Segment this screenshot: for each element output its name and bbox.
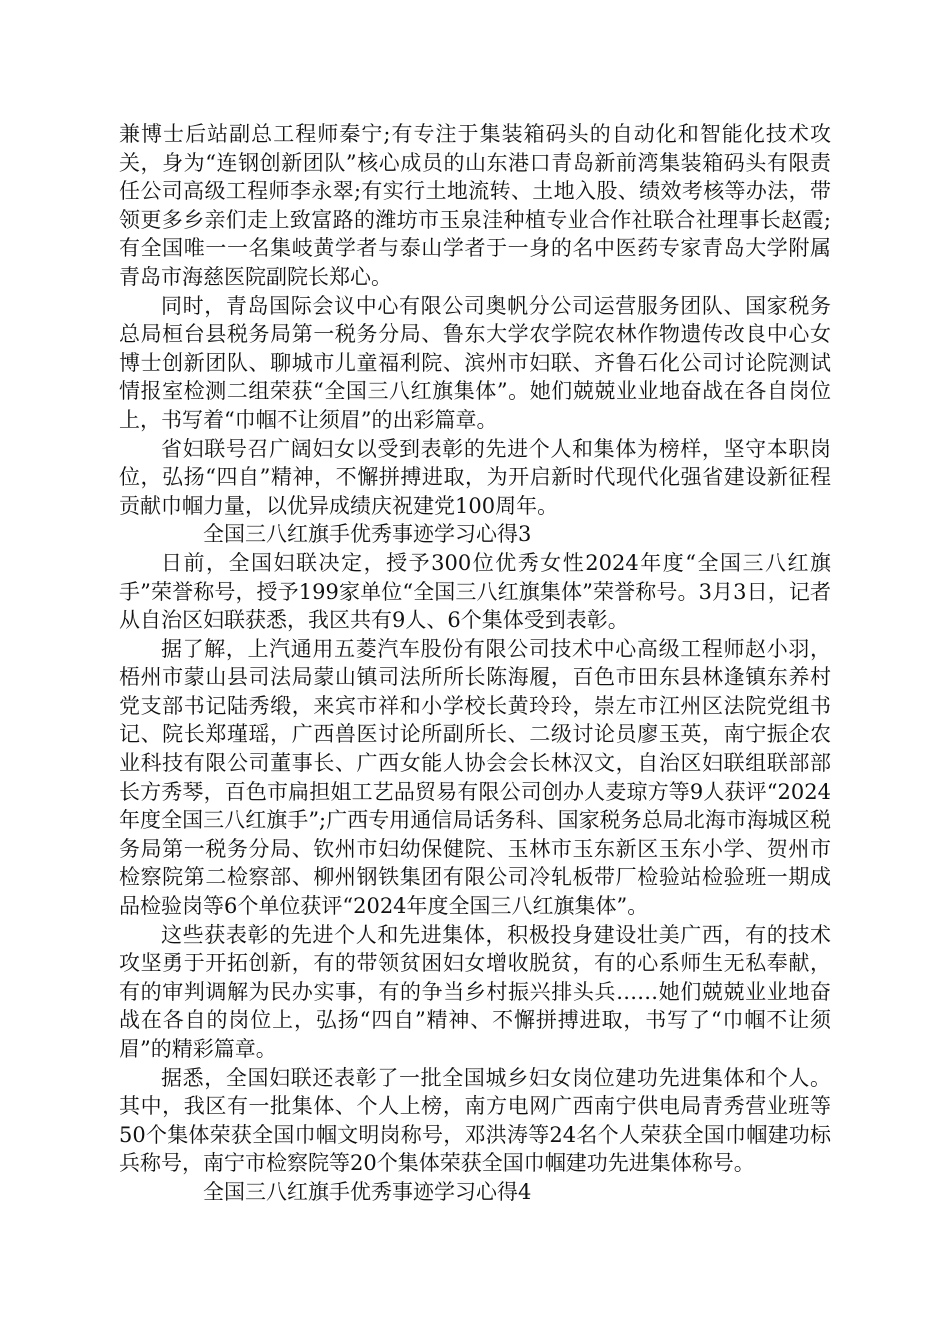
section-heading: 全国三八红旗手优秀事迹学习心得3	[203, 522, 532, 547]
paragraph: 这些获表彰的先进个人和先进集体，积极投身建设壮美广西，有的技术攻坚勇于开拓创新，有的带领贫困妇女增收脱贫，有的心系师生无私奉献，有的审判调解为民办实事，有的争当乡村振兴排头兵……她们兢兢业业地奋战在各自的岗位上，弘扬“四自”精神、不懈拼搏进取，书写了“巾帼不让须眉”的精彩篇章。	[119, 922, 831, 1061]
paragraph-continued: 兼博士后站副总工程师秦宁;有专注于集装箱码头的自动化和智能化技术攻关，身为“连钢创新团队”核心成员的山东港口青岛新前湾集装箱码头有限责任公司高级工程师李永翠;有实行土地流转、土地入股、绩效考核等办法，带领更多乡亲们走上致富路的潍坊市玉泉洼种植专业合作社联合社理事长赵霞;有全国唯一一名集岐黄学者与泰山学者于一身的名中医药专家青岛大学附属青岛市海慈医院副院长郑心。	[119, 122, 831, 289]
paragraph: 同时，青岛国际会议中心有限公司奥帆分公司运营服务团队、国家税务总局桓台县税务局第一税务分局、鲁东大学农学院农林作物遗传改良中心女博士创新团队、聊城市儿童福利院、滨州市妇联、齐鲁石化公司讨论院测试情报室检测二组荣获“全国三八红旗集体”。她们兢兢业业地奋战在各自岗位上，书写着“巾帼不让须眉”的出彩篇章。	[119, 293, 831, 432]
paragraph: 据了解，上汽通用五菱汽车股份有限公司技术中心高级工程师赵小羽，梧州市蒙山县司法局蒙山镇司法所所长陈海履，百色市田东县林逢镇东养村党支部书记陆秀缎，来宾市祥和小学校长黄玲玲，崇左市江州区法院党组书记、院长郑瑾瑶，广西兽医讨论所副所长、二级讨论员廖玉英，南宁振企农业科技有限公司董事长、广西女能人协会会长林汉文，自治区妇联组联部部长方秀琴，百色市扁担姐工艺品贸易有限公司创办人麦琼方等9人获评“2024年度全国三八红旗手”;广西专用通信局话务科、国家税务总局北海市海城区税务局第一税务分局、钦州市妇幼保健院、玉林市玉东新区玉东小学、贺州市检察院第二检察部、柳州钢铁集团有限公司冷轧板带厂检验站检验班一期成品检验岗等6个单位获评“2024年度全国三八红旗集体”。	[119, 636, 831, 919]
document-body	[119, 120, 831, 1207]
paragraph: 据悉，全国妇联还表彰了一批全国城乡妇女岗位建功先进集体和个人。其中，我区有一批集体、个人上榜，南方电网广西南宁供电局青秀营业班等50个集体荣获全国巾帼文明岗称号，邓洪涛等24名个人荣获全国巾帼建功标兵称号，南宁市检察院等20个集体荣获全国巾帼建功先进集体称号。	[119, 1065, 831, 1176]
section-heading: 全国三八红旗手优秀事迹学习心得4	[203, 1179, 532, 1204]
paragraph: 省妇联号召广阔妇女以受到表彰的先进个人和集体为榜样，坚守本职岗位，弘扬“四自”精神，不懈拼搏进取，为开启新时代现代化强省建设新征程贡献巾帼力量，以优异成绩庆祝建党100周年。	[119, 436, 831, 518]
paragraph: 日前，全国妇联决定，授予300位优秀女性2024年度“全国三八红旗手”荣誉称号，授予199家单位“全国三八红旗集体”荣誉称号。3月3日，记者从自治区妇联获悉，我区共有9人、6个集体受到表彰。	[119, 550, 831, 633]
